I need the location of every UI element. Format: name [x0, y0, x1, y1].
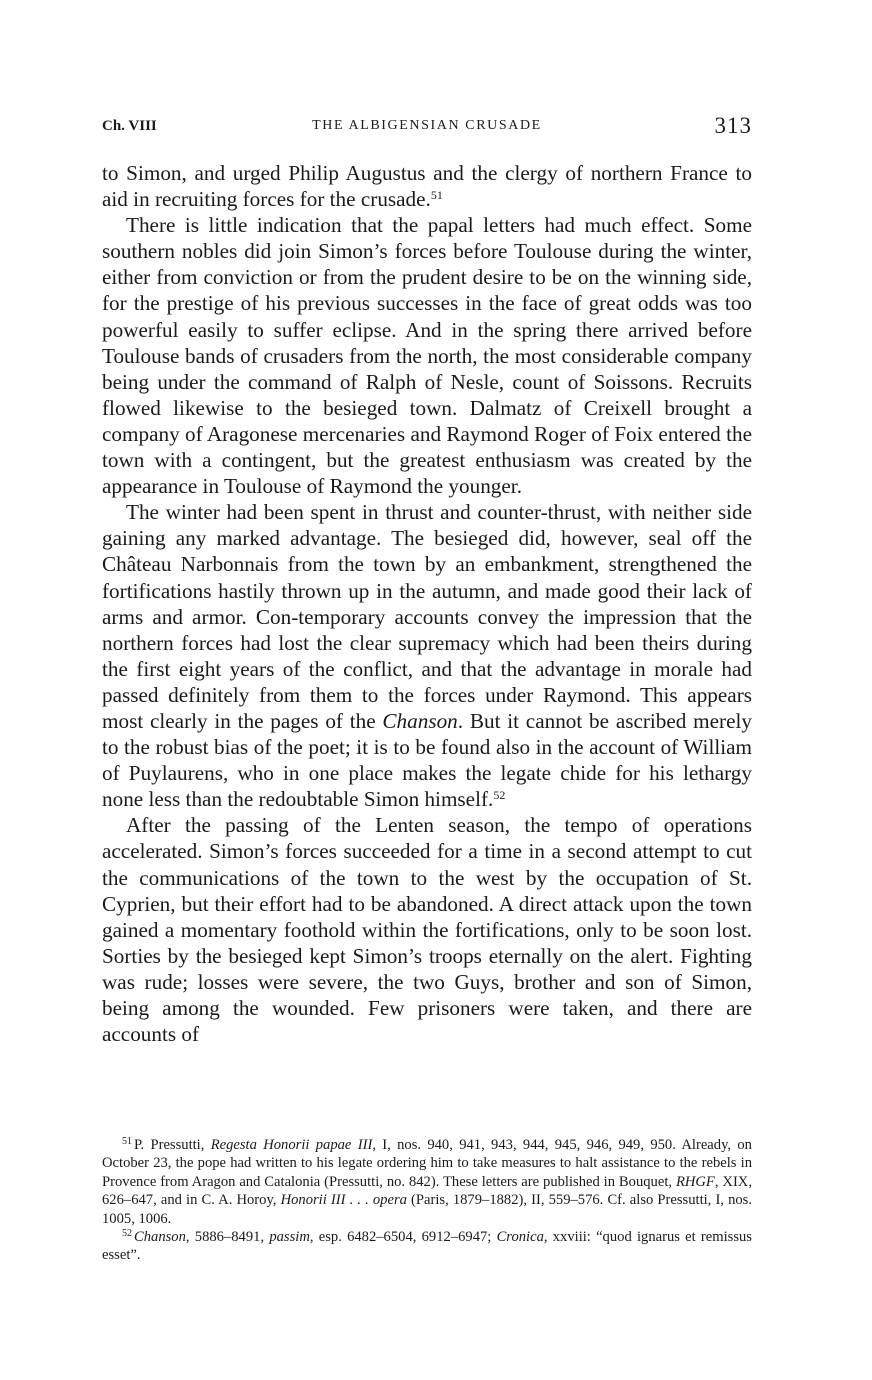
footnote-text: , xxviii: “quod ignarus et remissus esset”. — [102, 1229, 752, 1264]
paragraph — [102, 499, 752, 812]
paragraph-text: There is little indication that the papal letters had much effect. Some southern nobles did join Simon’s forces before Toulouse during the winter, either from conviction or from the prudent desire to be on the winning side, for the prestige of his previous successes in the face of great odds was too powerful easily to suffer eclipse. And in the spring there arrived before Toulouse bands of crusaders from the north, the most considerable company being under the command of Ralph of Nesle, count of Soissons. Recruits flowed likewise to the besieged town. Dalmatz of Creixell brought a company of Aragonese mercenaries and Raymond Roger of Foix entered the town with a contingent, but the greatest enthusiasm was created by the appearance in Toulouse of Raymond the younger. — [102, 213, 752, 499]
footnote-text: , esp. 6482–6504, 6912–6947; — [309, 1229, 497, 1246]
footnote-text: , I, nos. 940, 941, 943, 944, 945, 946, 949, 950. Already, on October 23, the pope had written to his legate ordering him to take measures to halt assistance to the rebels in Provence from Aragon and Catalonia (Pressutti, no. 842). These letters are published in Bouquet, — [102, 1137, 752, 1190]
footnote-text: P. Pressutti, — [134, 1137, 211, 1153]
chapter-label: Ch. VIII — [102, 118, 157, 134]
running-title: THE ALBIGENSIAN CRUSADE — [312, 118, 542, 133]
footnote-italic: Honorii III . . . opera — [280, 1192, 407, 1209]
page-number: 313 — [714, 113, 752, 138]
footnotes — [102, 1136, 752, 1265]
footnote-italic: Regesta Honorii papae III — [210, 1137, 373, 1153]
footnote-italic: passim — [269, 1229, 310, 1246]
paragraph — [102, 212, 752, 499]
footnote-text: , 5886–8491, — [185, 1229, 270, 1246]
footnote-italic: Cronica — [496, 1229, 544, 1246]
paragraph-text: The winter had been spent in thrust and counter-thrust, with neither side gaining any marked advantage. The besieged did, however, seal off the Château Narbonnais from the town by an embankment, strengthened the fortifications hastily thrown up in the autumn, and made good their lack of arms and armor. Con-temporary accounts convey the impression that the northern forces had lost the clear supremacy which had been theirs during the first eight years of the conflict, and that the advantage in morale had passed definitely from them to the forces under Raymond. This appears most clearly in the pages of the — [102, 500, 752, 733]
footnote-ref: 51 — [430, 188, 443, 203]
footnote-ref: 52 — [493, 788, 506, 803]
paragraph-text: After the passing of the Lenten season, the tempo of operations accelerated. Simon’s forces succeeded for a time in a second attempt to cut the communications of the town to the west by the occupation of St. Cyprien, but their effort had to be abandoned. A direct attack upon the town gained a momentary foothold within the fortifications, only to be soon lost. Sorties by the besieged kept Simon’s troops eternally on the alert. Fighting was rude; losses were severe, the two Guys, brother and son of Simon, being among the wounded. Few prisoners were taken, and there are accounts of — [102, 813, 752, 1047]
paragraph-text: to Simon, and urged Philip Augustus and the clergy of northern France to aid in recruiting forces for the crusade. — [102, 161, 752, 212]
footnote-text: , XIX, 626–647, and in C. A. Horoy, — [102, 1173, 752, 1209]
footnote — [102, 1228, 752, 1265]
italic-title: Chanson — [382, 708, 458, 733]
running-header — [102, 113, 752, 144]
footnote-number: 51 — [122, 1136, 132, 1147]
footnote-number: 52 — [122, 1228, 132, 1240]
footnote — [102, 1136, 752, 1228]
footnote-italic: Chanson — [134, 1229, 186, 1246]
paragraph-text: . But it cannot be ascribed merely to the robust bias of the poet; it is to be found also in the account of William of Puylaurens, who in one place makes the legate chide for his lethargy none less than the redoubtable Simon himself. — [102, 708, 752, 812]
paragraph — [102, 812, 752, 1047]
footnote-italic: RHGF — [675, 1173, 715, 1190]
main-text — [102, 160, 752, 1047]
footnote-text: (Paris, 1879–1882), II, 559–576. Cf. also Pressutti, I, nos. 1005, 1006. — [102, 1192, 752, 1227]
paragraph — [102, 160, 752, 212]
